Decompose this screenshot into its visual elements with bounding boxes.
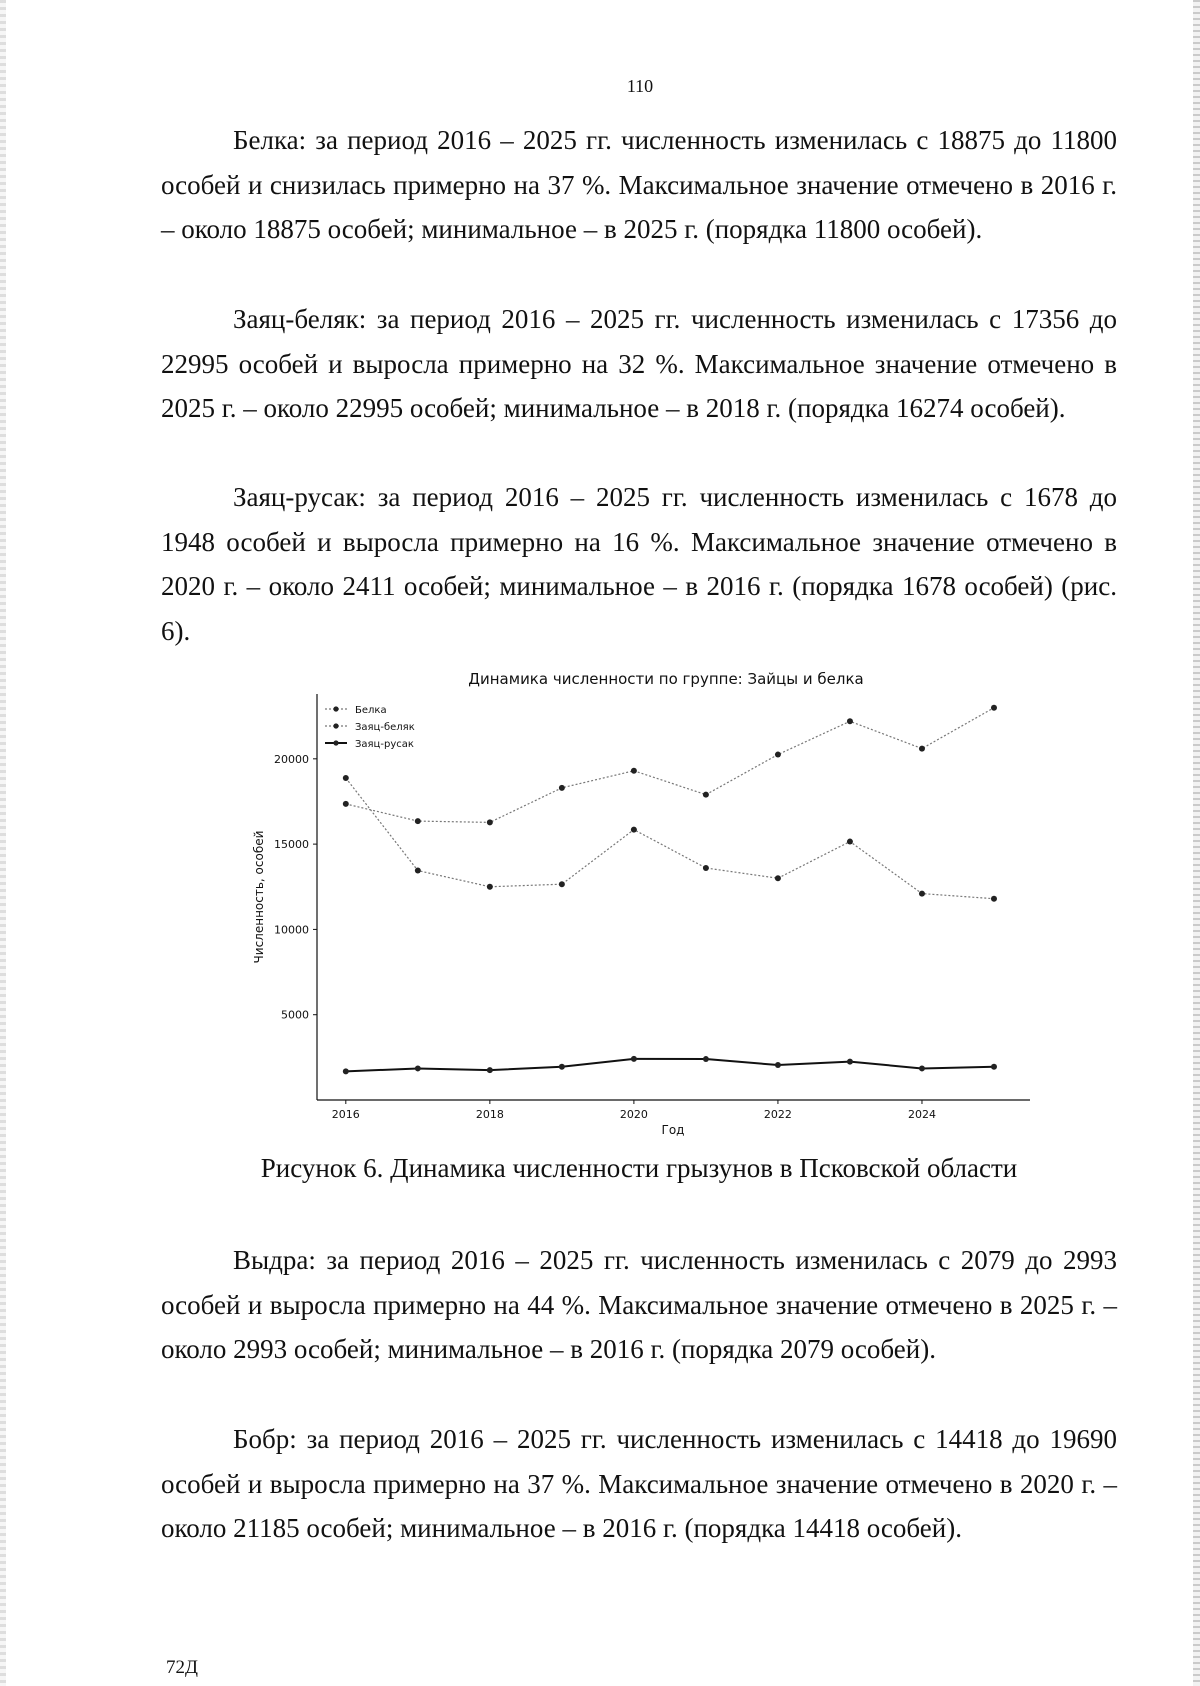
y-tick-label: 10000 (274, 923, 309, 937)
series-1-point (415, 818, 421, 824)
paragraph-bobr: Бобр: за период 2016 – 2025 гг. численность изменилась с 14418 до 19690 особей и выросла примерно на 37 %. Максимальное значение отмечено в 2020 г. – около 21185 особей; минимальное – в 2016 г. (порядка 14418 особей). (161, 1424, 1117, 1544)
series-2-point (703, 1056, 709, 1062)
series-2-point (559, 1064, 565, 1070)
series-2-point (631, 1056, 637, 1062)
chart-title: Динамика численности по группе: Зайцы и белка (468, 670, 864, 688)
x-tick-label: 2016 (331, 1108, 360, 1121)
series-2-point (487, 1067, 493, 1073)
legend-label: Белка (355, 705, 387, 716)
series-1-point (919, 746, 925, 752)
scan-edge-left (0, 0, 6, 1686)
series-1-point (631, 768, 637, 774)
series-2-line (346, 1059, 994, 1072)
paragraph-zayac-belyak: Заяц-беляк: за период 2016 – 2025 гг. численность изменилась с 17356 до 22995 особей и выросла примерно на 32 %. Максимальное значение отмечено в 2025 г. – около 22995 особей; минимальное – в 2018 г. (порядка 16274 особей). (161, 304, 1117, 424)
series-0-point (487, 884, 493, 890)
legend-label: Заяц-беляк (355, 722, 415, 733)
series-0-point (847, 839, 853, 845)
x-tick-label: 2020 (619, 1108, 648, 1121)
legend-swatch-marker (333, 740, 338, 745)
y-tick-label: 15000 (274, 838, 309, 852)
x-tick-label: 2024 (907, 1108, 936, 1121)
series-1-point (343, 801, 349, 807)
series-2-point (415, 1065, 421, 1071)
series-0-point (559, 881, 565, 887)
y-tick-label: 5000 (281, 1008, 309, 1022)
x-axis-label: Год (661, 1123, 685, 1137)
series-1-point (559, 785, 565, 791)
legend-swatch-marker (333, 723, 338, 728)
series-1-point (775, 752, 781, 758)
series-2-point (343, 1068, 349, 1074)
paragraph-vydra: Выдра: за период 2016 – 2025 гг. численность изменилась с 2079 до 2993 особей и выросла примерно на 44 %. Максимальное значение отмечено в 2025 г. – около 2993 особей; минимальное – в 2016 г. (порядка 2079 особей). (161, 1245, 1117, 1365)
legend-label: Заяц-русак (355, 739, 414, 750)
x-tick-label: 2022 (763, 1108, 792, 1121)
legend-swatch-marker (333, 706, 338, 711)
paragraph-belka: Белка: за период 2016 – 2025 гг. численность изменилась с 18875 до 11800 особей и снизилась примерно на 37 %. Максимальное значение отмечено в 2016 г. – около 18875 особей; минимальное – в 2025 г. (порядка 11800 особей). (161, 125, 1117, 245)
line-chart (240, 662, 1040, 1142)
series-0-point (991, 896, 997, 902)
series-0-point (631, 827, 637, 833)
series-2-point (991, 1064, 997, 1070)
series-1-line (346, 708, 994, 823)
x-tick-label: 2018 (475, 1108, 504, 1121)
paragraph-zayac-rusak: Заяц-русак: за период 2016 – 2025 гг. численность изменилась с 1678 до 1948 особей и выросла примерно на 16 %. Максимальное значение отмечено в 2020 г. – около 2411 особей; минимальное – в 2016 г. (порядка 1678 особей) (рис. 6). (161, 482, 1117, 646)
series-1-point (847, 718, 853, 724)
y-axis-label: Численность, особей (252, 830, 266, 964)
series-0-point (919, 891, 925, 897)
footer-code: 72Д (166, 1657, 198, 1678)
series-0-point (343, 775, 349, 781)
series-0-point (415, 868, 421, 874)
series-1-point (487, 819, 493, 825)
series-0-point (703, 865, 709, 871)
series-2-point (775, 1062, 781, 1068)
series-1-point (991, 705, 997, 711)
figure-chart (240, 662, 1040, 1142)
series-1-point (703, 792, 709, 798)
figure-caption: Рисунок 6. Динамика численности грызунов в Псковской области (260, 1153, 1018, 1183)
series-0-point (775, 875, 781, 881)
page-number: 110 (626, 76, 654, 96)
series-0-line (346, 778, 994, 899)
series-2-point (919, 1065, 925, 1071)
y-tick-label: 20000 (274, 752, 309, 766)
series-2-point (847, 1059, 853, 1065)
scan-edge-right (1193, 0, 1200, 1686)
